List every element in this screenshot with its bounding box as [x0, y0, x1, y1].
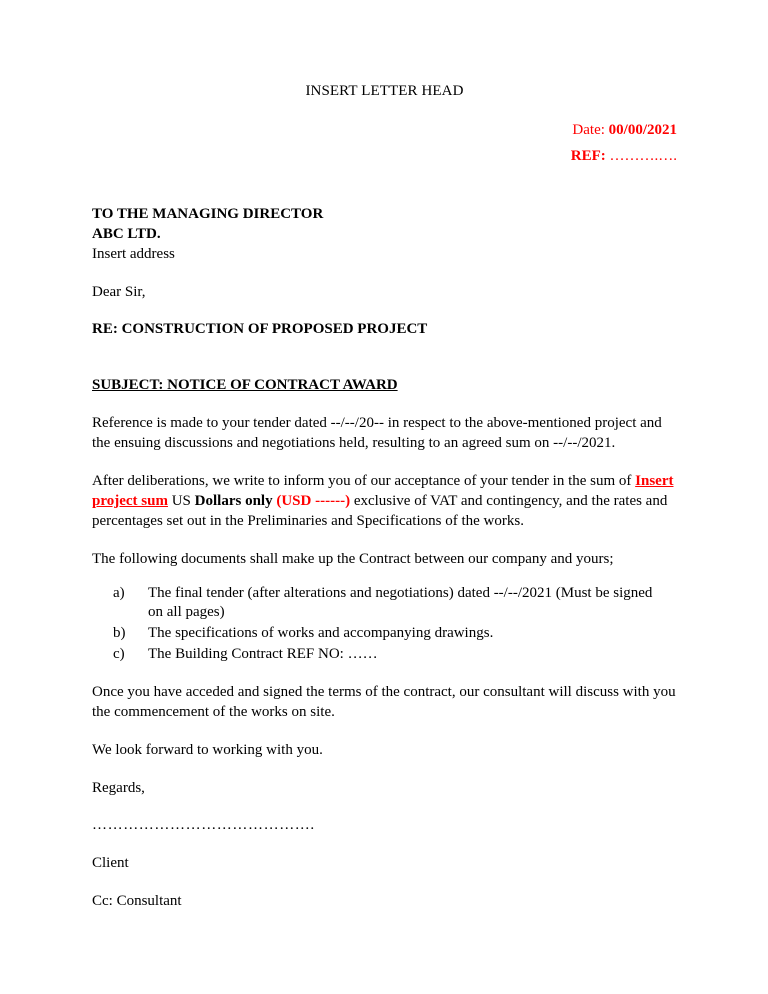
- addressee-line-2: ABC LTD.: [92, 226, 161, 243]
- subject-heading-wrapper: [92, 358, 677, 396]
- paragraph-closing: We look forward to working with you.: [92, 741, 323, 758]
- signature-line: …………………………………….: [92, 817, 315, 834]
- list-item-text: The specifications of works and accompanying drawings.: [148, 625, 494, 642]
- acceptance-text-part-3: exclusive of VAT and contingency, and the rates and percentages set out in the Preliminaries and Specifications of the works.: [92, 492, 668, 529]
- list-item: [92, 624, 677, 644]
- list-item-text: The final tender (after alterations and negotiations) dated --/--/2021 (Must be signed on all pages): [148, 584, 653, 621]
- addressee-block: [92, 205, 677, 264]
- list-item-marker: a): [113, 584, 125, 601]
- addressee-line-1: TO THE MANAGING DIRECTOR: [92, 206, 324, 223]
- addressee-line-3: Insert address: [92, 245, 175, 262]
- list-item-marker: b): [113, 625, 126, 642]
- date-label: Date:: [572, 121, 609, 138]
- list-item: [92, 584, 677, 624]
- insert-project-sum-placeholder: Insert project sum: [92, 472, 674, 509]
- cc-line: Cc: Consultant: [92, 893, 182, 910]
- paragraph-reference: Reference is made to your tender dated --/--/20-- in respect to the above-mentioned project and the ensuing discussions and negotiations held, resulting to an agreed sum on --/--/2021.: [92, 415, 662, 451]
- usd-amount-placeholder: (USD ------): [276, 492, 351, 509]
- letterhead-title: INSERT LETTER HEAD: [305, 83, 464, 99]
- paragraph-acceptance: [92, 472, 677, 532]
- contract-documents-list: [92, 584, 677, 665]
- signer-label: Client: [92, 855, 129, 872]
- regards-line: Regards,: [92, 779, 145, 796]
- ref-value: ……….….: [609, 148, 677, 164]
- date-line: [92, 117, 677, 143]
- ref-label: REF:: [570, 148, 610, 164]
- list-item-marker: c): [113, 646, 125, 663]
- paragraph-documents-intro: The following documents shall make up the Contract between our company and yours;: [92, 550, 614, 567]
- dollars-only-label: Dollars only: [194, 492, 273, 509]
- paragraph-commencement: Once you have acceded and signed the terms of the contract, our consultant will discuss with you the commencement of the works on site.: [92, 683, 676, 720]
- ref-line: [92, 143, 677, 169]
- re-heading: RE: CONSTRUCTION OF PROPOSED PROJECT: [92, 321, 428, 338]
- list-item-text: The Building Contract REF NO: ……: [148, 646, 378, 663]
- acceptance-text-part-1: After deliberations, we write to inform you of our acceptance of your tender in the sum of: [92, 472, 636, 489]
- salutation: Dear Sir,: [92, 283, 146, 300]
- acceptance-text-part-2: US: [167, 492, 195, 509]
- list-item: [92, 645, 677, 665]
- letter-meta-block: [92, 117, 677, 170]
- subject-heading: SUBJECT: NOTICE OF CONTRACT AWARD: [92, 377, 398, 394]
- document-body: [92, 0, 677, 912]
- date-value: 00/00/2021: [608, 121, 677, 138]
